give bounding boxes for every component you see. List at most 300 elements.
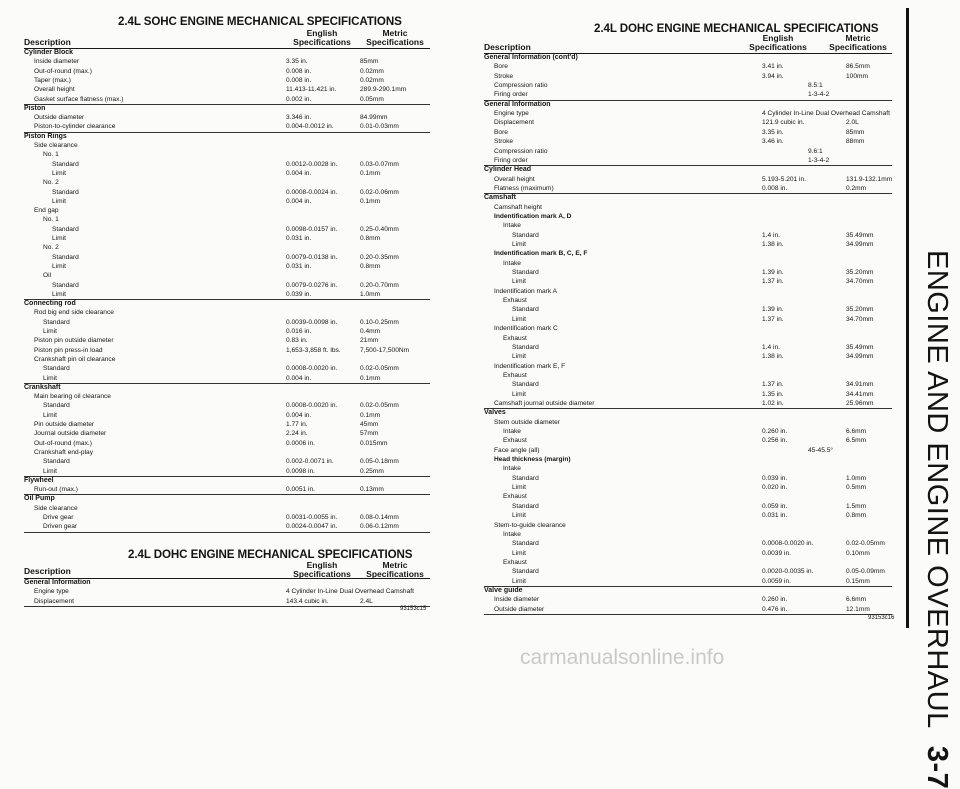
- metric-value: 0.1mm: [360, 411, 381, 419]
- spec-label: Stem outside diameter: [494, 418, 560, 426]
- english-value: 3.346 in.: [286, 114, 312, 122]
- spec-row: [24, 308, 430, 317]
- metric-value: 0.20-0.70mm: [360, 281, 399, 289]
- spec-row: [24, 178, 430, 187]
- spec-label: Pin outside diameter: [34, 421, 95, 428]
- english-value: 3.41 in.: [762, 63, 784, 71]
- english-value: 1.77 in.: [286, 421, 308, 428]
- spec-label: Standard: [52, 225, 79, 233]
- spec-label: Compression ratio: [494, 82, 548, 90]
- spec-label: Piston: [24, 104, 46, 112]
- english-value: 1.39 in.: [762, 306, 784, 314]
- english-value: 0.008 in.: [762, 184, 788, 192]
- spec-row: [484, 324, 892, 333]
- spec-label: Limit: [512, 278, 526, 286]
- english-value: 0.059 in.: [762, 502, 788, 510]
- spec-label: Limit: [512, 549, 526, 557]
- spec-label: Flywheel: [24, 476, 54, 484]
- english-value: 0.0051 in.: [286, 486, 315, 494]
- spec-label: Connecting rod: [24, 300, 76, 308]
- metric-value: 0.02-0.05mm: [846, 540, 885, 548]
- metric-value: 57mm: [360, 430, 379, 438]
- spec-label: Limit: [512, 390, 526, 398]
- metric-value: 0.1mm: [360, 197, 381, 205]
- english-value: 0.002 in.: [286, 95, 312, 103]
- metric-value: 0.20-0.35mm: [360, 253, 399, 261]
- spec-label: Standard: [43, 458, 70, 466]
- left-sub-col-english: English Specifications: [293, 560, 351, 579]
- spec-row: [24, 253, 430, 262]
- spec-row: [484, 221, 892, 230]
- spec-row: [484, 595, 892, 604]
- english-value: 1.35 in.: [762, 390, 784, 398]
- spec-row: [484, 567, 892, 576]
- english-value: 5.193-5.201 in.: [762, 175, 806, 183]
- right-col-description: Description: [484, 42, 531, 52]
- left-col-description: Description: [24, 37, 71, 47]
- spec-label: Standard: [512, 474, 539, 482]
- spec-label: Indentification mark E, F: [494, 362, 566, 370]
- spec-label: Limit: [43, 411, 57, 419]
- spec-row: [484, 147, 892, 156]
- spec-row: [24, 318, 430, 327]
- spec-row: [24, 150, 430, 159]
- metric-value: 34.99mm: [846, 353, 874, 361]
- english-value: 0.256 in.: [762, 437, 788, 445]
- spec-row: [24, 597, 430, 607]
- english-value: 2.24 in.: [286, 430, 308, 438]
- spec-row: [484, 362, 892, 371]
- spec-label: Standard: [512, 381, 539, 389]
- metric-value: 85mm: [360, 58, 379, 66]
- metric-value: 35.49mm: [846, 343, 874, 351]
- spec-row: [24, 336, 430, 345]
- english-value: 1.02 in.: [762, 399, 784, 407]
- spec-row: [24, 67, 430, 76]
- metric-value: 85mm: [846, 128, 865, 136]
- spec-label: Exhaust: [503, 437, 527, 445]
- spec-row: [24, 346, 430, 355]
- english-value: 0.83 in.: [286, 337, 308, 345]
- metric-value: 34.99mm: [846, 241, 874, 248]
- spec-row: [24, 429, 430, 438]
- spec-label: Standard: [52, 253, 79, 261]
- spec-label: Engine type: [34, 588, 69, 596]
- spec-label: Camshaft: [484, 194, 516, 202]
- metric-value: 0.4mm: [360, 328, 381, 335]
- spec-label: Standard: [512, 540, 539, 548]
- spec-label: Intake: [503, 222, 521, 230]
- section-header: [484, 53, 892, 62]
- right-col-english: English Specifications: [749, 33, 807, 52]
- section-header: [24, 578, 430, 587]
- metric-value: 0.10mm: [846, 549, 870, 557]
- spec-row: [484, 558, 892, 567]
- spec-label: Oil: [43, 272, 52, 280]
- spec-label: Crankshaft: [24, 383, 61, 391]
- spec-label: Indentification mark A, D: [494, 212, 572, 220]
- spec-row: [24, 587, 430, 596]
- spec-row: [484, 502, 892, 511]
- english-value: 0.0008-0.0020 in.: [286, 365, 338, 373]
- spec-row: [24, 448, 430, 457]
- english-value: 1.4 in.: [762, 343, 780, 351]
- spec-label: Stem-to-guide clearance: [494, 521, 566, 529]
- metric-value: 289.9-290.1mm: [360, 86, 407, 94]
- spec-row: [484, 231, 892, 240]
- metric-value: 25.96mm: [846, 399, 874, 407]
- spec-row: [484, 530, 892, 539]
- spec-row: [24, 85, 430, 94]
- english-value: 1.37 in.: [762, 278, 784, 286]
- spec-row: [24, 411, 430, 420]
- metric-value: 0.02-0.05mm: [360, 365, 399, 373]
- spec-label: Limit: [52, 197, 66, 205]
- left-sub-col-description: Description: [24, 566, 71, 576]
- spec-row: [24, 513, 430, 522]
- spec-label: Stroke: [494, 138, 514, 146]
- spec-row: [24, 327, 430, 336]
- spec-label: Valves: [484, 409, 506, 417]
- metric-value: 0.8mm: [846, 512, 867, 520]
- spec-label: Limit: [52, 169, 66, 177]
- english-value: 3.35 in.: [286, 58, 308, 66]
- metric-value: 86.5mm: [846, 63, 870, 71]
- english-value: 1.39 in.: [762, 269, 784, 277]
- spec-row: [24, 215, 430, 224]
- spec-label: Camshaft journal outside diameter: [494, 399, 595, 407]
- english-value: 121.9 cubic in.: [762, 119, 805, 127]
- spec-label: Journal outside diameter: [34, 430, 107, 438]
- english-value: 0.004 in.: [286, 169, 312, 177]
- spec-label: Limit: [512, 353, 526, 361]
- metric-value: 0.8mm: [360, 235, 381, 242]
- page-number: 3-7: [921, 745, 953, 789]
- spec-label: Firing order: [494, 91, 528, 99]
- spec-label: Driven gear: [43, 523, 78, 531]
- spec-label: Limit: [52, 290, 66, 298]
- spec-label: Standard: [512, 269, 539, 277]
- english-value: 0.002-0.0071 in.: [286, 458, 334, 466]
- metric-value: 0.08-0.14mm: [360, 514, 399, 521]
- english-value: 0.0012-0.0028 in.: [286, 160, 338, 168]
- spec-label: Limit: [52, 235, 66, 242]
- spec-row: [24, 439, 430, 448]
- spec-row: [24, 234, 430, 243]
- section-header: [24, 48, 430, 57]
- english-value: 0.0039 in.: [762, 549, 791, 557]
- metric-value: 2.0L: [846, 119, 859, 127]
- spec-label: General Information: [24, 579, 91, 586]
- spec-label: Intake: [503, 465, 521, 473]
- spec-row: [484, 371, 892, 380]
- english-value: 0.004 in.: [286, 411, 312, 419]
- english-value: 0.039 in.: [286, 290, 312, 298]
- metric-value: 0.1mm: [360, 169, 381, 177]
- english-value: 0.0008-0.0020 in.: [762, 540, 814, 548]
- english-value: 0.031 in.: [286, 235, 312, 242]
- metric-value: 34.70mm: [846, 315, 874, 323]
- spec-label: Face angle (all): [494, 446, 540, 454]
- spec-row: [24, 225, 430, 234]
- spec-label: Intake: [503, 259, 521, 267]
- spec-label: End gap: [34, 207, 59, 215]
- spec-label: Drive gear: [43, 514, 74, 521]
- english-value: 143.4 cubic in.: [286, 597, 329, 605]
- english-value: 0.039 in.: [762, 474, 788, 482]
- section-header: [484, 165, 892, 174]
- english-value: 0.0008-0.0020 in.: [286, 402, 338, 410]
- english-value: 3.94 in.: [762, 72, 784, 80]
- spec-label: Cylinder Block: [24, 49, 74, 56]
- spec-label: Bore: [494, 63, 508, 71]
- spec-label: Exhaust: [503, 558, 527, 566]
- spec-row: [484, 380, 892, 389]
- spec-row: [484, 427, 892, 436]
- spec-label: Rod big end side clearance: [34, 309, 114, 317]
- spec-row: [24, 522, 430, 532]
- spec-row: [24, 243, 430, 252]
- spec-label: Standard: [43, 365, 70, 373]
- spec-label: Stroke: [494, 72, 514, 80]
- spec-label: Limit: [512, 577, 526, 585]
- spec-label: Limit: [43, 467, 57, 475]
- spec-label: Limit: [512, 315, 526, 323]
- english-value: 1.4 in.: [762, 231, 780, 239]
- english-value: 0.0006 in.: [286, 439, 315, 447]
- metric-value: 1.5mm: [846, 502, 867, 510]
- english-value: 0.004 in.: [286, 374, 312, 382]
- spec-row: [484, 118, 892, 127]
- metric-value: 35.20mm: [846, 306, 874, 314]
- spec-row: [24, 188, 430, 197]
- metric-value: 21mm: [360, 337, 379, 345]
- metric-value: 0.015mm: [360, 439, 388, 447]
- spec-label: Intake: [503, 428, 521, 435]
- spec-label: Standard: [52, 281, 79, 289]
- left-sub-col-metric: Metric Specifications: [366, 560, 424, 579]
- spec-row: [484, 455, 892, 464]
- edge-rule: [906, 8, 909, 628]
- spec-row: [24, 271, 430, 280]
- spec-label: Firing order: [494, 156, 528, 164]
- english-value: 0.0059 in.: [762, 577, 791, 585]
- spec-label: Taper (max.): [34, 76, 72, 84]
- english-value: 0.0024-0.0047 in.: [286, 523, 338, 531]
- english-value: 0.008 in.: [286, 67, 312, 75]
- spec-row: [484, 287, 892, 296]
- section-header: [484, 100, 892, 109]
- spec-label: No. 2: [43, 244, 59, 252]
- spec-row: [24, 281, 430, 290]
- spec-row: [24, 401, 430, 410]
- spec-row: [24, 76, 430, 85]
- spec-label: Piston-to-cylinder clearance: [34, 123, 116, 131]
- metric-value: 12.1mm: [846, 605, 870, 613]
- spec-label: Compression ratio: [494, 147, 548, 155]
- section-header: [24, 104, 430, 113]
- english-value: 1.38 in.: [762, 353, 784, 361]
- spec-row: [484, 203, 892, 212]
- metric-value: 0.5mm: [846, 484, 867, 492]
- english-value: 4 Cylinder In-Line Dual Overhead Camshaft: [286, 588, 414, 596]
- spec-row: [24, 113, 430, 122]
- metric-value: 35.49mm: [846, 231, 874, 239]
- spec-label: Piston pin press-in load: [34, 346, 103, 354]
- spec-label: Standard: [512, 502, 539, 510]
- english-value: 0.0039-0.0098 in.: [286, 318, 338, 326]
- spec-row: [24, 364, 430, 373]
- spec-label: Main bearing oil clearance: [34, 393, 111, 401]
- metric-value: 131.9-132.1mm: [846, 175, 893, 183]
- spec-row: [484, 72, 892, 81]
- metric-value: 0.05-0.18mm: [360, 458, 399, 466]
- metric-value: 0.02mm: [360, 76, 384, 84]
- spec-label: No. 1: [43, 216, 59, 224]
- section-header: [484, 586, 892, 595]
- spec-row: [484, 492, 892, 501]
- spec-label: Limit: [512, 241, 526, 248]
- left-col-metric: Metric Specifications: [366, 28, 424, 47]
- metric-value: 0.15mm: [846, 577, 870, 585]
- spec-row: [24, 504, 430, 513]
- spec-label: Limit: [52, 262, 66, 270]
- metric-value: 0.01-0.03mm: [360, 123, 399, 131]
- english-value: 11.413-11.421 in.: [286, 86, 337, 94]
- english-value: 1.37 in.: [762, 315, 784, 323]
- english-value: 3.46 in.: [762, 138, 784, 146]
- english-value: 0.0020-0.0035 in.: [762, 568, 814, 576]
- metric-value: 1.0mm: [846, 474, 867, 482]
- spec-label: Head thickness (margin): [494, 456, 571, 464]
- spec-label: Limit: [512, 484, 526, 492]
- spec-label: Overall height: [494, 175, 535, 183]
- english-value: 0.031 in.: [286, 262, 312, 270]
- spec-row: [484, 352, 892, 361]
- spec-row: [484, 539, 892, 548]
- metric-value: 1.0mm: [360, 290, 381, 298]
- spec-label: Standard: [52, 188, 79, 196]
- english-value: 0.016 in.: [286, 328, 312, 335]
- spec-row: [484, 474, 892, 483]
- spec-label: Inside diameter: [34, 58, 80, 66]
- spec-label: Out-of-round (max.): [34, 67, 92, 75]
- spec-row: [484, 81, 892, 90]
- spec-row: [484, 296, 892, 305]
- english-value: 0.0079-0.0138 in.: [286, 253, 338, 261]
- spec-row: [24, 57, 430, 66]
- metric-value: 7,500-17,500Nm: [360, 346, 410, 354]
- spec-label: Limit: [43, 328, 57, 335]
- spec-label: Displacement: [494, 119, 534, 127]
- english-value: 3.35 in.: [762, 128, 784, 136]
- section-header: [24, 383, 430, 392]
- spec-label: No. 2: [43, 179, 59, 187]
- english-value: 0.008 in.: [286, 76, 312, 84]
- english-value: 4 Cylinder In-Line Dual Overhead Camshaft: [762, 110, 890, 118]
- metric-value: 6.6mm: [846, 428, 867, 435]
- spec-row: [484, 277, 892, 286]
- metric-value: 88mm: [846, 138, 865, 146]
- spec-row: [484, 446, 892, 455]
- spec-value: 1-3-4-2: [808, 91, 830, 99]
- spec-row: [484, 521, 892, 530]
- spec-row: [24, 197, 430, 206]
- spec-label: Limit: [512, 512, 526, 520]
- metric-value: 100mm: [846, 72, 868, 80]
- metric-value: 0.02-0.05mm: [360, 402, 399, 410]
- spec-label: Gasket surface flatness (max.): [34, 95, 124, 103]
- english-value: 1.37 in.: [762, 381, 784, 389]
- english-value: 0.004-0.0012 in.: [286, 123, 334, 131]
- spec-label: Overall height: [34, 86, 75, 94]
- english-value: 0.0031-0.0055 in.: [286, 514, 338, 521]
- spec-label: Inside diameter: [494, 596, 540, 604]
- spec-row: [484, 175, 892, 184]
- spec-value: 1-3-4-2: [808, 156, 830, 164]
- spec-row: [484, 483, 892, 492]
- spec-row: [484, 511, 892, 520]
- left-figure-number: 93153c15: [400, 606, 427, 612]
- spec-label: Exhaust: [503, 371, 527, 379]
- chapter-title: ENGINE AND ENGINE OVERHAUL 3-7: [921, 250, 953, 789]
- metric-value: 35.20mm: [846, 269, 874, 277]
- english-value: 0.0079-0.0276 in.: [286, 281, 338, 289]
- english-value: 0.476 in.: [762, 605, 788, 613]
- metric-value: 0.06-0.12mm: [360, 523, 399, 531]
- spec-row: [24, 169, 430, 178]
- spec-label: Standard: [512, 343, 539, 351]
- metric-value: 0.2mm: [846, 184, 867, 192]
- spec-label: No. 1: [43, 151, 59, 159]
- spec-label: Exhaust: [503, 493, 527, 501]
- english-value: 0.0008-0.0024 in.: [286, 188, 338, 196]
- spec-row: [24, 141, 430, 150]
- english-value: 0.260 in.: [762, 428, 788, 435]
- spec-row: [484, 259, 892, 268]
- spec-label: Indentification mark A: [494, 287, 558, 295]
- spec-label: Side clearance: [34, 504, 78, 512]
- spec-label: Indentification mark B, C, E, F: [494, 250, 588, 258]
- spec-label: Piston Rings: [24, 132, 67, 140]
- spec-row: [24, 262, 430, 271]
- english-value: 1,653-3,858 ft. lbs.: [286, 346, 341, 354]
- english-value: 0.260 in.: [762, 596, 788, 604]
- metric-value: 0.02-0.06mm: [360, 188, 399, 196]
- spec-label: Run-out (max.): [34, 486, 78, 494]
- spec-label: Exhaust: [503, 297, 527, 305]
- spec-label: Flatness (maximum): [494, 184, 554, 192]
- metric-value: 0.13mm: [360, 486, 384, 494]
- spec-row: [484, 240, 892, 249]
- spec-label: Outside diameter: [34, 114, 85, 122]
- spec-label: Cylinder Head: [484, 166, 532, 174]
- spec-row: [484, 436, 892, 445]
- spec-row: [484, 418, 892, 427]
- spec-value: 8.5:1: [808, 82, 823, 90]
- left-col-english: English Specifications: [293, 28, 351, 47]
- metric-value: 0.8mm: [360, 262, 381, 270]
- metric-value: 0.02mm: [360, 67, 384, 75]
- metric-value: 0.1mm: [360, 374, 381, 382]
- spec-label: Standard: [43, 318, 70, 326]
- section-header: [24, 132, 430, 141]
- section-header: [24, 494, 430, 503]
- spec-label: Side clearance: [34, 142, 78, 149]
- english-value: 0.0098-0.0157 in.: [286, 225, 338, 233]
- metric-value: 6.5mm: [846, 437, 867, 445]
- metric-value: 0.25-0.40mm: [360, 225, 399, 233]
